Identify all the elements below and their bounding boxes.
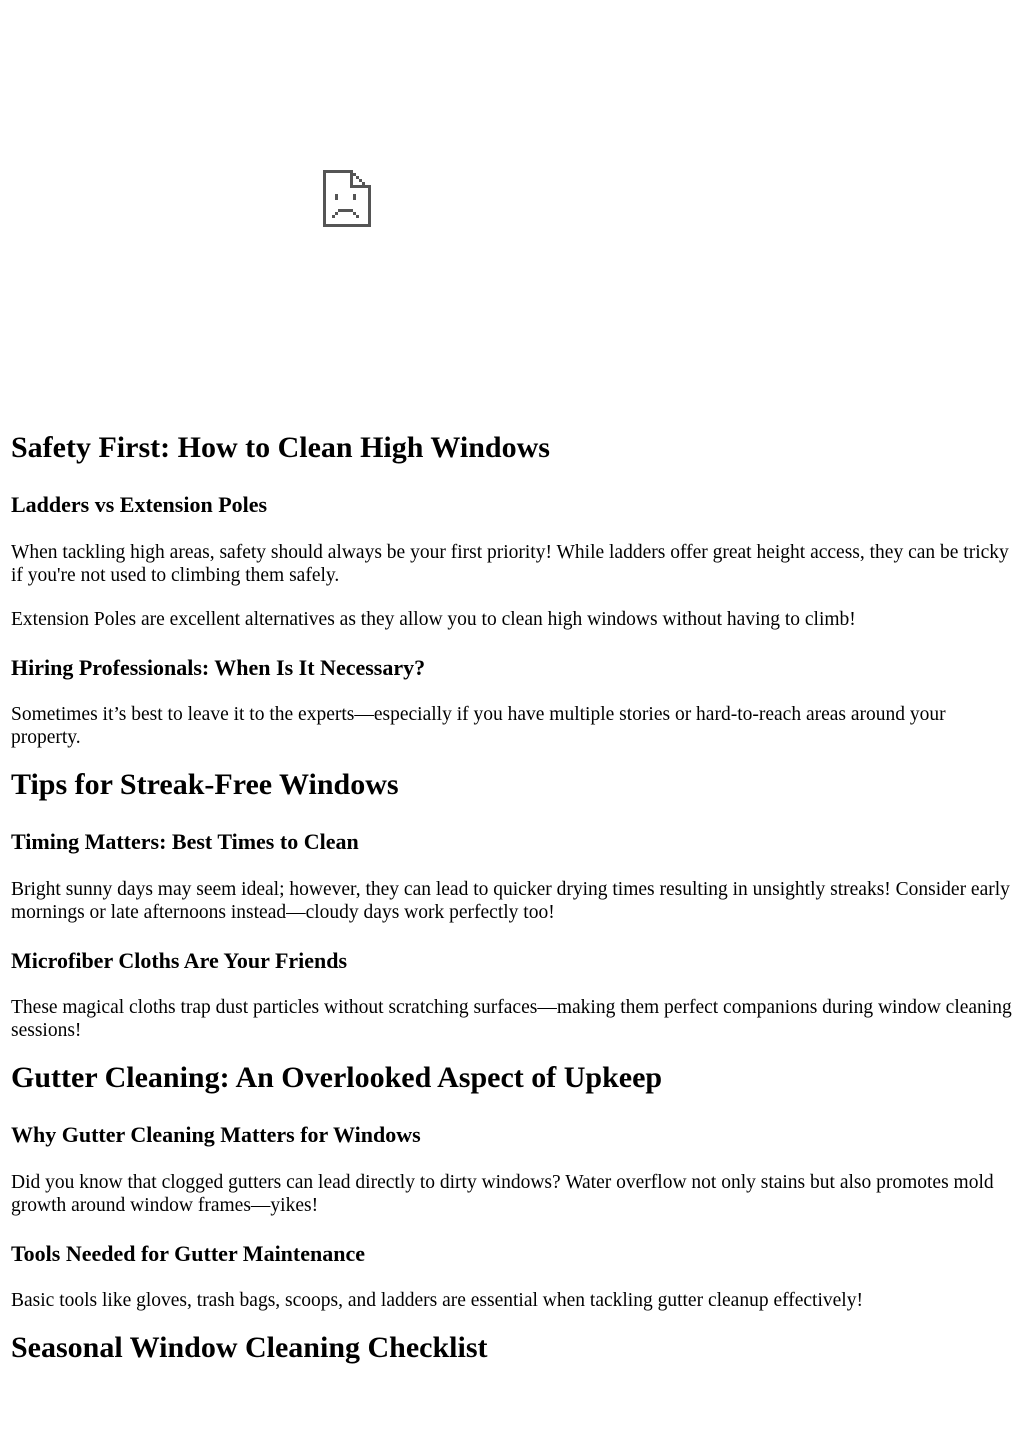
broken-image-icon [323,170,371,227]
article-content [11,428,1016,1368]
subsection-heading: Timing Matters: Best Times to Clean [11,829,359,854]
subsection-heading: Tools Needed for Gutter Maintenance [11,1241,366,1266]
subsection-heading: Ladders vs Extension Poles [11,492,268,517]
paragraph: Basic tools like gloves, trash bags, scoops, and ladders are essential when tackling gutter cleanup effectively! [11,1290,863,1311]
embedded-media-frame [0,0,1024,420]
paragraph: Bright sunny days may seem ideal; however, they can lead to quicker drying times resulting in unsightly streaks! Consider early mornings or late afternoons instead—cloudy days work perfectly too! [11,879,1010,923]
subsection-heading: Hiring Professionals: When Is It Necessary? [11,655,426,680]
subsection-heading: Microfiber Cloths Are Your Friends [11,948,348,973]
paragraph: These magical cloths trap dust particles without scratching surfaces—making them perfect companions during window cleaning sessions! [11,997,1012,1041]
section-heading: Gutter Cleaning: An Overlooked Aspect of Upkeep [11,1061,663,1094]
paragraph: Sometimes it’s best to leave it to the experts—especially if you have multiple stories or hard-to-reach areas around your property. [11,704,946,748]
paragraph: When tackling high areas, safety should always be your first priority! While ladders offer great height access, they can be tricky if you're not used to climbing them safely. [11,542,1009,586]
section-heading: Seasonal Window Cleaning Checklist [11,1331,488,1364]
subsection-heading: Why Gutter Cleaning Matters for Windows [11,1122,421,1147]
section-heading: Tips for Streak-Free Windows [11,768,399,801]
paragraph: Extension Poles are excellent alternatives as they allow you to clean high windows without having to climb! [11,609,856,630]
paragraph: Did you know that clogged gutters can lead directly to dirty windows? Water overflow not only stains but also promotes mold growth around window frames—yikes! [11,1172,994,1216]
section-heading: Safety First: How to Clean High Windows [11,431,550,464]
